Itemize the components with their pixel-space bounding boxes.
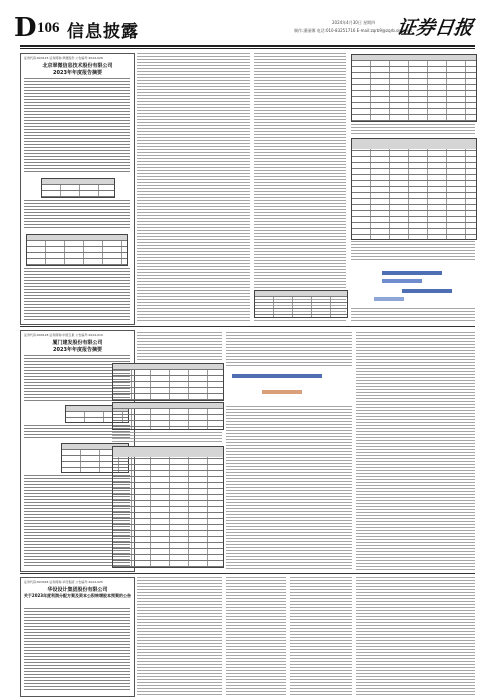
- financial-table: [351, 54, 477, 122]
- table-header-row: [113, 447, 223, 457]
- body-text-block: [24, 78, 130, 174]
- shareholding-diagram: [372, 265, 458, 305]
- financial-table: [112, 446, 224, 568]
- table-header-row: [255, 291, 347, 296]
- announcement-code-line: 证券代码:600118 证券简称:中国卫星 公告编号:2024-019: [24, 333, 103, 337]
- structure-diagram: [232, 372, 348, 402]
- contact-line: 制作:潘丽娜 电话:010-83251716 E-mail:zqrb9@zqrb.sina.net: [294, 28, 413, 33]
- announcement-company: 北京翠微信息技术股份有限公司: [42, 63, 113, 69]
- body-text-block: [24, 608, 130, 692]
- financial-table: [26, 234, 128, 266]
- body-text-column: [137, 53, 250, 323]
- header-rule-thick: [20, 45, 475, 47]
- body-text-column: [254, 53, 346, 323]
- body-text-block: [137, 332, 222, 360]
- diagram-bar: [374, 297, 404, 301]
- section-title: 信息披露: [67, 22, 139, 42]
- table-header-row: [352, 55, 476, 60]
- diagram-bar: [382, 279, 422, 283]
- table-header-row: [113, 364, 223, 369]
- financial-table: [41, 178, 115, 198]
- announcement-panel-3: [20, 577, 135, 697]
- announcement-panel-1: [20, 53, 135, 325]
- diagram-bar: [232, 374, 322, 378]
- body-text-column: [226, 332, 352, 368]
- announcement-code-line: 证券代码:603018 证券简称:华设集团 公告编号:2024-025: [24, 580, 103, 584]
- body-text-block: [24, 200, 130, 230]
- body-text-block: [351, 308, 475, 322]
- body-text-column: [137, 577, 222, 695]
- body-text-block: [351, 241, 475, 261]
- table-header-row: [42, 179, 114, 184]
- body-text-block: [112, 432, 222, 442]
- financial-table: [112, 402, 224, 430]
- body-text-column: [226, 577, 286, 695]
- table-header-row: [352, 139, 476, 149]
- body-text-column: [356, 577, 475, 695]
- body-text-block: [24, 268, 130, 320]
- announcement-title: 关于2023年度利润分配方案及资本公积转增股本预案的公告: [23, 593, 132, 598]
- financial-table: [351, 138, 477, 240]
- date-line: 2024年4月30日 星期四: [332, 20, 376, 25]
- body-text-block: [351, 124, 475, 136]
- table-header-row: [113, 403, 223, 408]
- table-header-row: [27, 235, 127, 240]
- diagram-bar: [382, 271, 442, 275]
- body-text-column: [226, 406, 352, 570]
- page-number: 106: [37, 20, 60, 36]
- financial-table: [254, 290, 348, 318]
- announcement-company: 厦门建发股份有限公司: [52, 340, 103, 346]
- newspaper-logo: 证券日报: [395, 17, 475, 39]
- announcement-company: 华设设计集团股份有限公司: [47, 587, 108, 593]
- diagram-bar: [262, 390, 302, 394]
- masthead: [0, 0, 484, 48]
- section-divider: [20, 573, 475, 574]
- body-text-column: [290, 577, 352, 695]
- announcement-code-line: 证券代码:603123 证券简称:翠微股份 公告编号:2024-026: [24, 56, 103, 60]
- diagram-bar: [402, 289, 452, 293]
- body-text-column: [356, 332, 475, 570]
- announcement-title: 2023年年度报告摘要: [53, 70, 102, 76]
- header-rule-thin: [20, 48, 475, 49]
- announcement-title: 2023年年度报告摘要: [53, 347, 102, 353]
- financial-table: [112, 363, 224, 401]
- page-letter: D: [14, 13, 37, 43]
- section-divider: [20, 326, 475, 327]
